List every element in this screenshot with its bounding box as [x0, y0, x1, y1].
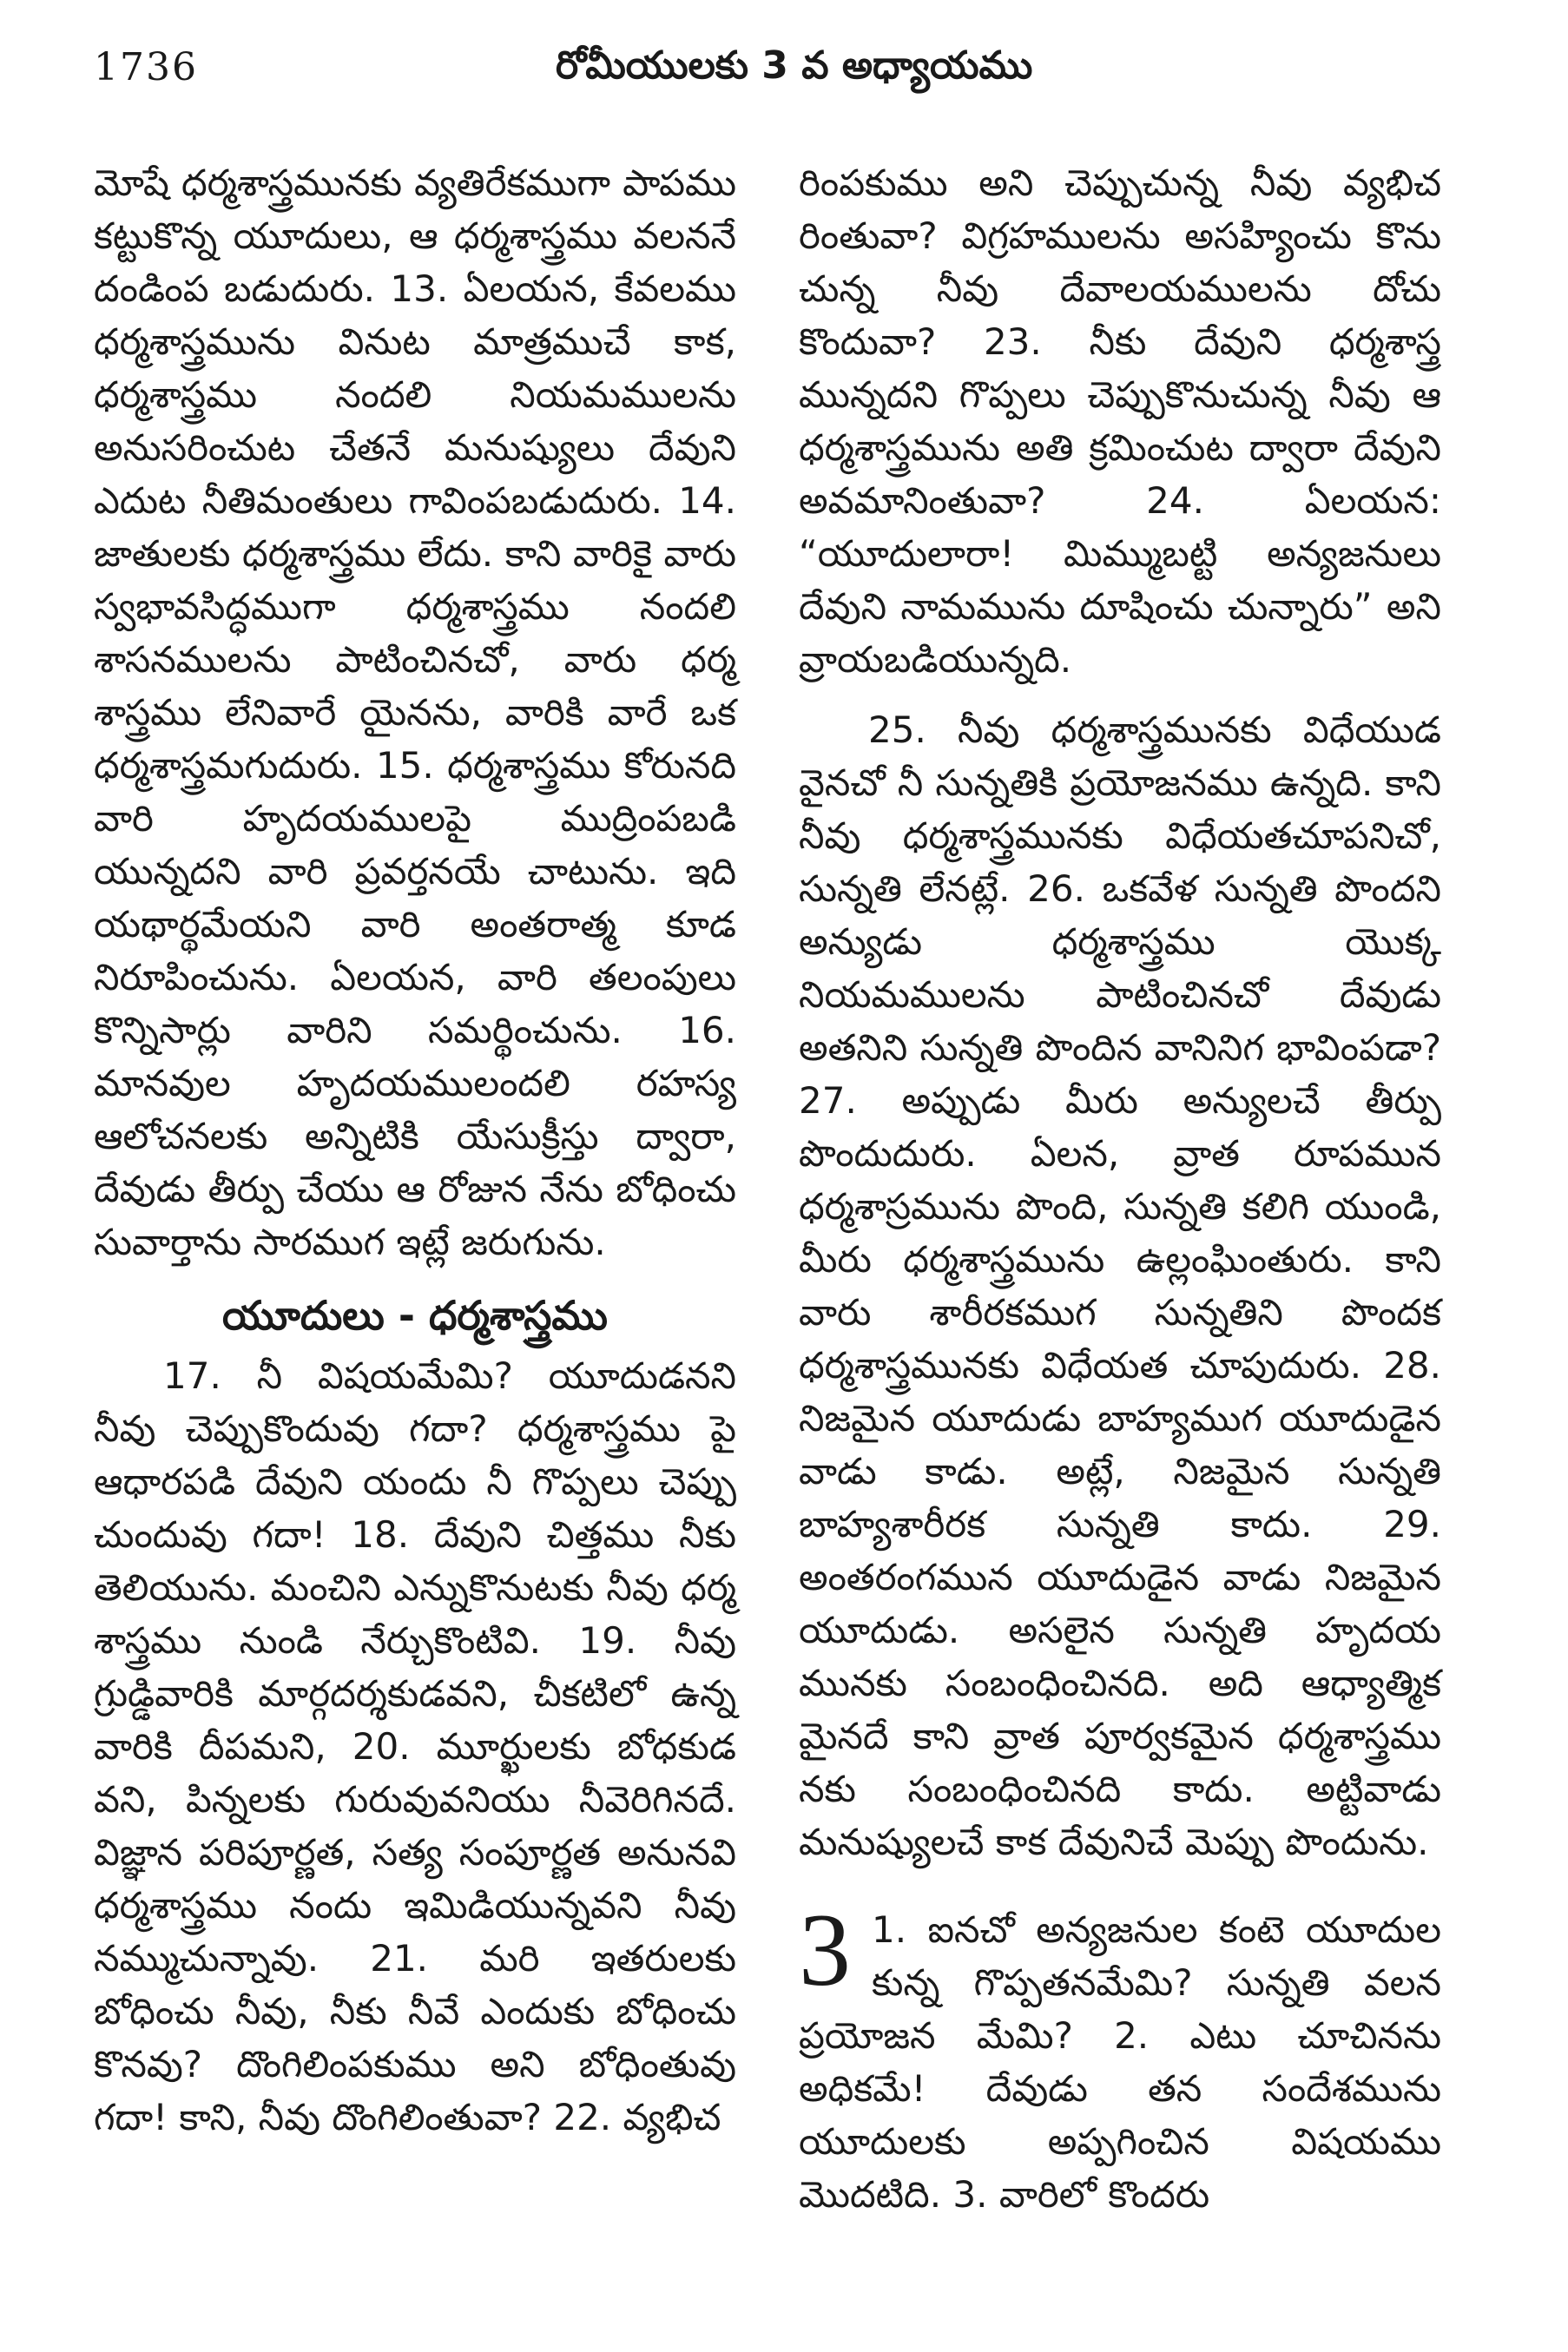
right-paragraph-1: రింపకుము అని చెప్పుచున్న నీవు వ్యభిచ రింతువా? విగ్రహములను అసహ్యించు కొను చున్న నీవు దేవాలయములను దోచు కొందువా? 23. నీకు దేవుని ధర్మశాస్త్ర మున్నదని గొప్పలు చెప్పుకొనుచున్న నీవు ఆ ధర్మశాస్త్రమును అతి క్రమించుట ద్వారా దేవుని అవమానింతువా? 24. ఏలయన: “యూదులారా! మిమ్ముబట్టి అన్యజనులు దేవుని నామమును దూషించు చున్నారు” అని వ్రాయబడియున్నది.	[799, 161, 1441, 681]
left-paragraph-2: 17. నీ విషయమేమి? యూదుడనని నీవు చెప్పుకొందువు గదా? ధర్మశాస్త్రము పై ఆధారపడి దేవుని యందు నీ గొప్పలు చెప్పు చుందువు గదా! 18. దేవుని చిత్తము నీకు తెలియును. మంచిని ఎన్నుకొనుటకు నీవు ధర్మ శాస్త్రము నుండి నేర్చుకొంటివి. 19. నీవు గ్రుడ్డివారికి మార్గదర్శకుడవని, చీకటిలో ఉన్న వారికి దీపమని, 20. మూర్ఖులకు బోధకుడ వని, పిన్నలకు గురువువనియు నీవెరిగినదే. విజ్ఞాన పరిపూర్ణత, సత్య సంపూర్ణత అనునవి ధర్మశాస్త్రము నందు ఇమిడియున్నవని నీవు నమ్ముచున్నావు. 21. మరి ఇతరులకు బోధించు నీవు, నీకు నీవే ఎందుకు బోధించు కొనవు? దొంగిలింపకుము అని బోధింతువు గదా! కాని, నీవు దొంగిలింతువా? 22. వ్యభిచ	[94, 1354, 736, 2138]
left-column	[94, 156, 736, 2161]
chapter-number: 3	[799, 1892, 851, 2007]
running-head: రోమీయులకు 3 వ అధ్యాయము	[556, 43, 1033, 88]
page-number: 1736	[94, 45, 198, 89]
section-heading: యూదులు - ధర్మశాస్త్రము	[222, 1292, 608, 1339]
chapter-3-text: 1. ఐనచో అన్యజనుల కంటె యూదుల కున్న గొప్పతనమేమి? సున్నతి వలన ప్రయోజన మేమి? 2. ఎటు చూచినను అధికమే! దేవుడు తన సందేశమును యూదులకు అప్పగించిన విషయము మొదటిది. 3. వారిలో కొందరు	[799, 1908, 1441, 2216]
right-column	[799, 156, 1441, 2238]
right-paragraph-2: 25. నీవు ధర్మశాస్త్రమునకు విధేయుడ వైనచో నీ సున్నతికి ప్రయోజనము ఉన్నది. కాని నీవు ధర్మశాస్త్రమునకు విధేయతచూపనిచో, సున్నతి లేనట్లే. 26. ఒకవేళ సున్నతి పొందని అన్యుడు ధర్మశాస్త్రము యొక్క నియమములను పాటించినచో దేవుడు అతనిని సున్నతి పొందిన వానినిగ భావింపడా? 27. అప్పుడు మీరు అన్యులచే తీర్పు పొందుదురు. ఏలన, వ్రాత రూపమున ధర్మశాస్రమును పొంది, సున్నతి కలిగి యుండి, మీరు ధర్మశాస్త్రమును ఉల్లంఘింతురు. కాని వారు శారీరకముగ సున్నతిని పొందక ధర్మశాస్త్రమునకు విధేయత చూపుదురు. 28. నిజమైన యూదుడు బాహ్యముగ యూదుడైన వాడు కాడు. అట్లే, నిజమైన సున్నతి బాహ్యశారీరక సున్నతి కాదు. 29. అంతరంగమున యూదుడైన వాడు నిజమైన యూదుడు. అసలైన సున్నతి హృదయ మునకు సంబంధించినది. అది ఆధ్యాత్మిక మైనదే కాని వ్రాత పూర్వకమైన ధర్మశాస్త్రము నకు సంబంధించినది కాదు. అట్టివాడు మనుష్యులచే కాక దేవునిచే మెప్పు పొందును.	[799, 708, 1441, 1863]
left-paragraph-1: మోషే ధర్మశాస్త్రమునకు వ్యతిరేకముగా పాపము కట్టుకొన్న యూదులు, ఆ ధర్మశాస్త్రము వలననే దండింప బడుదురు. 13. ఏలయన, కేవలము ధర్మశాస్త్రమును వినుట మాత్రముచే కాక, ధర్మశాస్త్రము నందలి నియమములను అనుసరించుట చేతనే మనుష్యులు దేవుని ఎదుట నీతిమంతులు గావింపబడుదురు. 14. జాతులకు ధర్మశాస్త్రము లేదు. కాని వారికై వారు స్వభావసిద్ధముగా ధర్మశాస్త్రము నందలి శాసనములను పాటించినచో, వారు ధర్మ శాస్త్రము లేనివారే యైనను, వారికి వారే ఒక ధర్మశాస్త్రమగుదురు. 15. ధర్మశాస్త్రము కోరునది వారి హృదయములపై ముద్రింపబడి యున్నదని వారి ప్రవర్తనయే చాటును. ఇది యథార్థమేయని వారి అంతరాత్మ కూడ నిరూపించును. ఏలయన, వారి తలంపులు కొన్నిసార్లు వారిని సమర్థించును. 16. మానవుల హృదయములందలి రహస్య ఆలోచనలకు అన్నిటికి యేసుక్రీస్తు ద్వారా, దేవుడు తీర్పు చేయు ఆ రోజున నేను బోధించు సువార్తాను సారముగ ఇట్లే జరుగును.	[94, 161, 736, 1263]
chapter-3-paragraph	[799, 1892, 1441, 2221]
